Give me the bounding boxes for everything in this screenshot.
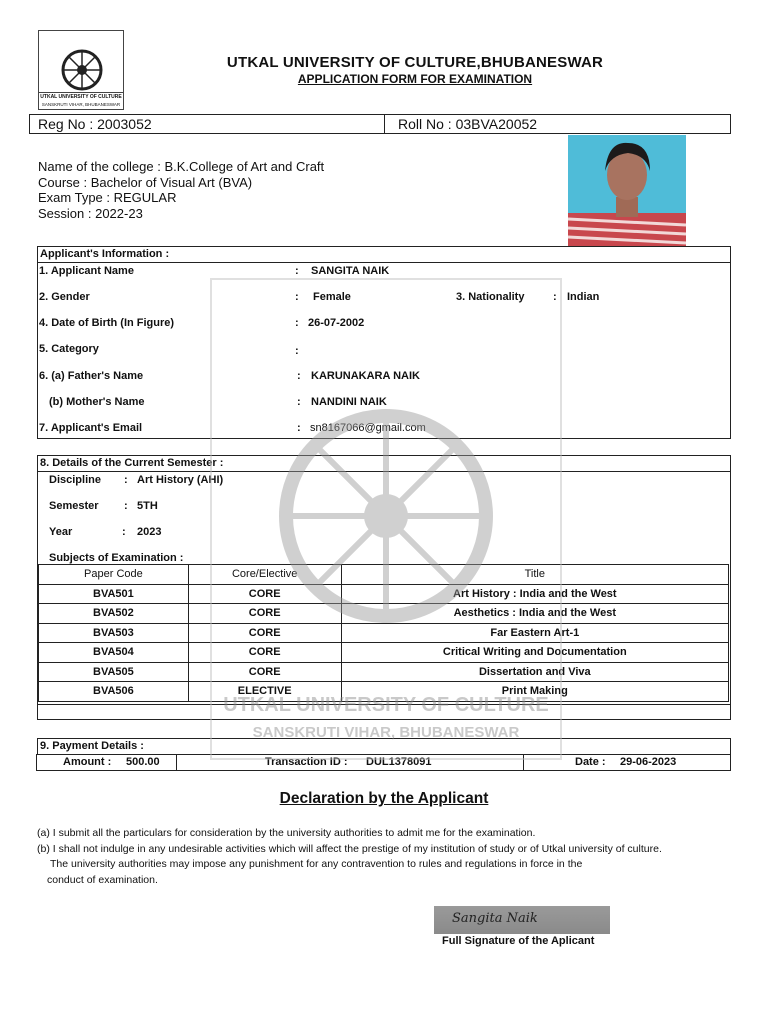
year-label: Year xyxy=(49,526,73,538)
applicant-name: SANGITA NAIK xyxy=(311,265,390,277)
gender: Female xyxy=(313,291,351,303)
col-core-elective: Core/Elective xyxy=(188,565,341,585)
course-info xyxy=(38,159,324,221)
email: sn8167066@gmail.com xyxy=(310,422,426,434)
amount: 500.00 xyxy=(126,756,160,768)
declaration-a: (a) I submit all the particulars for consideration by the university authorities to admit me for the examination. xyxy=(37,827,536,839)
semester-heading: 8. Details of the Current Semester : xyxy=(40,457,224,469)
session: Session : 2022-23 xyxy=(38,205,143,221)
signature-text: Sangita Naik xyxy=(452,911,538,926)
declaration-b: (b) I shall not indulge in any undesirable activities which will affect the prestige of my institution of study or of Utkal university of culture. xyxy=(37,843,662,855)
semester: 5TH xyxy=(137,500,158,512)
logo-subcaption: SANSKRUTI VIHAR, BHUBANESWAR xyxy=(41,102,121,107)
payment-heading: 9. Payment Details : xyxy=(40,740,144,752)
declaration-d: conduct of examination. xyxy=(47,874,158,886)
col-title: Title xyxy=(341,565,728,585)
table-row: BVA502 CORE Aesthetics : India and the West xyxy=(39,604,729,624)
college-name: Name of the college : B.K.College of Art and Craft xyxy=(38,159,325,174)
dob: 26-07-2002 xyxy=(308,317,365,329)
reg-no: Reg No : 2003052 xyxy=(38,116,152,132)
table-row: BVA505 CORE Dissertation and Viva xyxy=(39,662,729,682)
discipline-label: Discipline xyxy=(49,474,101,486)
gender-label: 2. Gender xyxy=(39,291,90,303)
roll-no: Roll No : 03BVA20052 xyxy=(398,116,538,132)
signature-image xyxy=(434,906,610,934)
mother-name: NANDINI NAIK xyxy=(311,396,387,408)
declaration-title: Declaration by the Applicant xyxy=(279,790,489,807)
course: Course : Bachelor of Visual Art (BVA) xyxy=(38,174,253,190)
payment-date: 29-06-2023 xyxy=(620,756,677,768)
applicant-section: Applicant's Information : 1. Applicant Name : SANGITA NAIK 2. Gender : Female 3. Nationality : Indian 4. Date of Birth (In Figure) : 26-07-2002 5. Category : 6. (a) Father's Name : KARUNAKARA NAIK (b) Mother's Name : NANDINI NAIK 7. Applicant's Email : sn8167066@gmail.com xyxy=(37,246,731,439)
university-logo xyxy=(38,30,124,110)
table-row: BVA504 CORE Critical Writing and Documentation xyxy=(39,643,729,663)
applicant-photo xyxy=(568,135,686,246)
nationality-label: 3. Nationality xyxy=(456,291,525,303)
table-row: BVA503 CORE Far Eastern Art-1 xyxy=(39,623,729,643)
year: 2023 xyxy=(137,526,162,538)
father-name: KARUNAKARA NAIK xyxy=(311,370,420,382)
email-label: 7. Applicant's Email xyxy=(39,422,143,434)
watermark-line2: SANSKRUTI VIHAR, BHUBANESWAR xyxy=(252,724,520,741)
name-label: 1. Applicant Name xyxy=(39,265,134,277)
dob-label: 4. Date of Birth (In Figure) xyxy=(39,317,175,329)
signature-label: Full Signature of the Aplicant xyxy=(442,935,595,947)
wheel-icon xyxy=(61,49,103,91)
nationality: Indian xyxy=(567,291,600,303)
form-title: APPLICATION FORM FOR EXAMINATION xyxy=(297,72,533,86)
university-title: UTKAL UNIVERSITY OF CULTURE,BHUBANESWAR xyxy=(226,54,604,71)
logo-caption: UTKAL UNIVERSITY OF CULTURE xyxy=(40,94,122,100)
col-paper-code: Paper Code xyxy=(39,565,189,585)
amount-label: Amount : xyxy=(63,756,112,768)
wheel-watermark-icon xyxy=(212,280,560,758)
transaction-id: DUL1378091 xyxy=(366,756,432,768)
semester-section: 8. Details of the Current Semester : Discipline : Art History (AHI) Semester : 5TH Year : 2023 Subjects of Examination : xyxy=(37,455,731,720)
watermark-line1: UTKAL UNIVERSITY OF CULTURE xyxy=(223,694,549,716)
exam-type: Exam Type : REGULAR xyxy=(38,190,177,205)
category-label: 5. Category xyxy=(39,343,99,355)
declaration-c: The university authorities may impose any punishment for any contravention to rules and regulations in force in the xyxy=(50,858,583,870)
transaction-label: Transaction ID : xyxy=(265,756,348,768)
discipline: Art History (AHI) xyxy=(137,474,224,486)
subjects-label: Subjects of Examination : xyxy=(49,552,184,564)
applicant-heading: Applicant's Information : xyxy=(40,248,170,260)
table-row: BVA506 ELECTIVE Print Making xyxy=(39,682,729,702)
date-label: Date : xyxy=(575,756,606,768)
father-label: 6. (a) Father's Name xyxy=(39,370,144,382)
table-row: BVA501 CORE Art History : India and the West xyxy=(39,584,729,604)
mother-label: (b) Mother's Name xyxy=(49,396,145,408)
watermark xyxy=(210,278,562,760)
id-row xyxy=(29,114,731,134)
semester-label: Semester xyxy=(49,500,99,512)
